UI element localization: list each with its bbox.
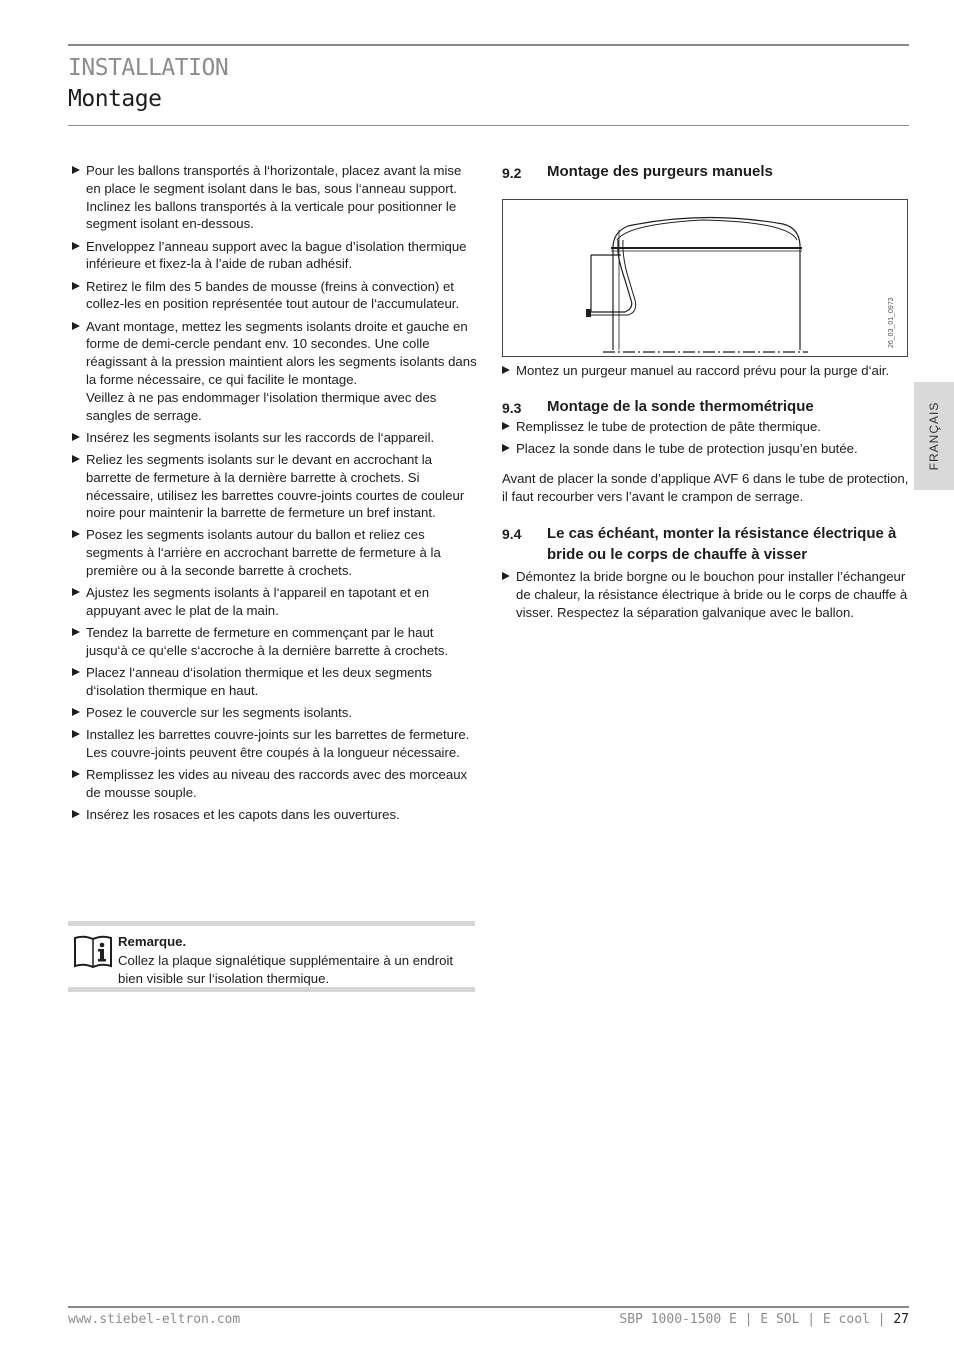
language-tab-label: FRANÇAIS: [927, 401, 941, 471]
section-9-3-list: [502, 418, 910, 458]
list-item: Pour les ballons transportés à l‘horizontale, placez avant la mise en place le segment isolant dans le bas, sous l‘anneau support. Inclinez les ballons transportés à la verticale pour positionner le segment isolant en-dessous.: [72, 162, 477, 233]
section-heading-9-3: [502, 397, 910, 417]
list-item: Posez les segments isolants autour du ballon et reliez ces segments à l‘arrière en accrochant barrette de fermeture à la première ou à la seconde barrette à crochets.: [72, 526, 477, 579]
note-box: [68, 921, 475, 992]
tank-drawing: [503, 200, 907, 356]
section-9-2-list: [502, 362, 910, 380]
section-heading-9-4: [502, 523, 910, 565]
section-heading-text: Montage des purgeurs manuels: [547, 163, 773, 180]
footer-url: www.stiebel-eltron.com: [68, 1312, 241, 1327]
list-item: Retirez le film des 5 bandes de mousse (freins à convection) et collez-les en position représentée tout autour de l‘accumulateur.: [72, 278, 477, 314]
list-item: Ajustez les segments isolants à l‘appareil en tapotant et en appuyant avec le plat de la main.: [72, 584, 477, 620]
section-number: 9.2: [502, 165, 522, 181]
footer-rule: [68, 1306, 909, 1308]
header-bottom-rule: [68, 125, 909, 126]
list-item: Reliez les segments isolants sur le devant en accrochant la barrette de fermeture à la dernière barrette à crochets. Si nécessaire, utilisez les barrettes couvre-joints courtes de couleur noire pour maintenir la barrette de fermeture un bref instant.: [72, 451, 477, 522]
list-item: Remplissez les vides au niveau des raccords avec des morceaux de mousse souple.: [72, 766, 477, 802]
section-heading-text: Montage de la sonde thermométrique: [547, 397, 814, 415]
tank-top-figure: [502, 199, 908, 357]
note-text: Collez la plaque signalétique supplémentaire à un endroit bien visible sur l‘isolation thermique.: [118, 953, 454, 986]
left-column: [72, 162, 477, 829]
list-item: Enveloppez l’anneau support avec la bague d’isolation thermique inférieure et fixez-la à l’aide de ruban adhésif.: [72, 238, 477, 274]
note-title: Remarque.: [118, 934, 187, 949]
section-heading-text: Le cas échéant, monter la résistance électrique à bride ou le corps de chauffe à visser: [547, 525, 897, 564]
list-item: Installez les barrettes couvre-joints sur les barrettes de fermeture. Les couvre-joints peuvent être coupés à la longueur nécessaire.: [72, 726, 477, 762]
footer-models: SBP 1000-1500 E | E SOL | E cool |: [619, 1312, 886, 1327]
list-item: Posez le couvercle sur les segments isolants.: [72, 704, 477, 722]
section-number: 9.4: [502, 526, 522, 543]
list-item: Placez la sonde dans le tube de protection jusqu’en butée.: [502, 440, 910, 458]
section-9-3-paragraph: Avant de placer la sonde d’applique AVF 6 dans le tube de protection, il faut recourber vers l’avant le crampon de serrage.: [502, 470, 909, 504]
list-item: Avant montage, mettez les segments isolants droite et gauche en forme de demi-cercle pendant env. 10 secondes. Une colle réagissant à la pression maintient alors les segments isolants dans la forme nécessaire, ce qui facilite le montage. Veillez à ne pas endommager l‘isolation thermique avec des sangles de serrage.: [72, 318, 477, 425]
list-item: Tendez la barrette de fermeture en commençant par le haut jusqu‘à ce qu‘elle s‘accroche à la dernière barrette à crochets.: [72, 624, 477, 660]
list-item: Démontez la bride borgne ou le bouchon pour installer l’échangeur de chaleur, la résistance électrique à bride ou le corps de chauffe à visser. Respectez la séparation galvanique avec le ballon.: [502, 568, 910, 621]
footer-product-info: [619, 1312, 909, 1327]
section-title: Montage: [68, 86, 162, 112]
list-item: Insérez les segments isolants sur les raccords de l‘appareil.: [72, 429, 477, 447]
figure-code: 26_03_01_0973: [888, 297, 895, 348]
section-9-4-list: [502, 568, 910, 621]
language-tab: [914, 382, 954, 490]
list-item-note: Veillez à ne pas endommager l‘isolation thermique avec des sangles de serrage.: [86, 389, 437, 423]
list-item: Placez l‘anneau d‘isolation thermique et les deux segments d‘isolation thermique en haut.: [72, 664, 477, 700]
chapter-title: INSTALLATION: [68, 55, 229, 81]
list-item: Insérez les rosaces et les capots dans les ouvertures.: [72, 806, 477, 824]
header-top-rule: [68, 44, 909, 46]
info-book-icon: [72, 934, 114, 970]
section-number: 9.3: [502, 399, 522, 416]
section-heading-9-2: [502, 162, 910, 182]
list-item: Remplissez le tube de protection de pâte thermique.: [502, 418, 910, 436]
instruction-list: [72, 162, 477, 824]
page-number: 27: [893, 1312, 909, 1327]
list-item: Montez un purgeur manuel au raccord prévu pour la purge d‘air.: [502, 362, 910, 380]
